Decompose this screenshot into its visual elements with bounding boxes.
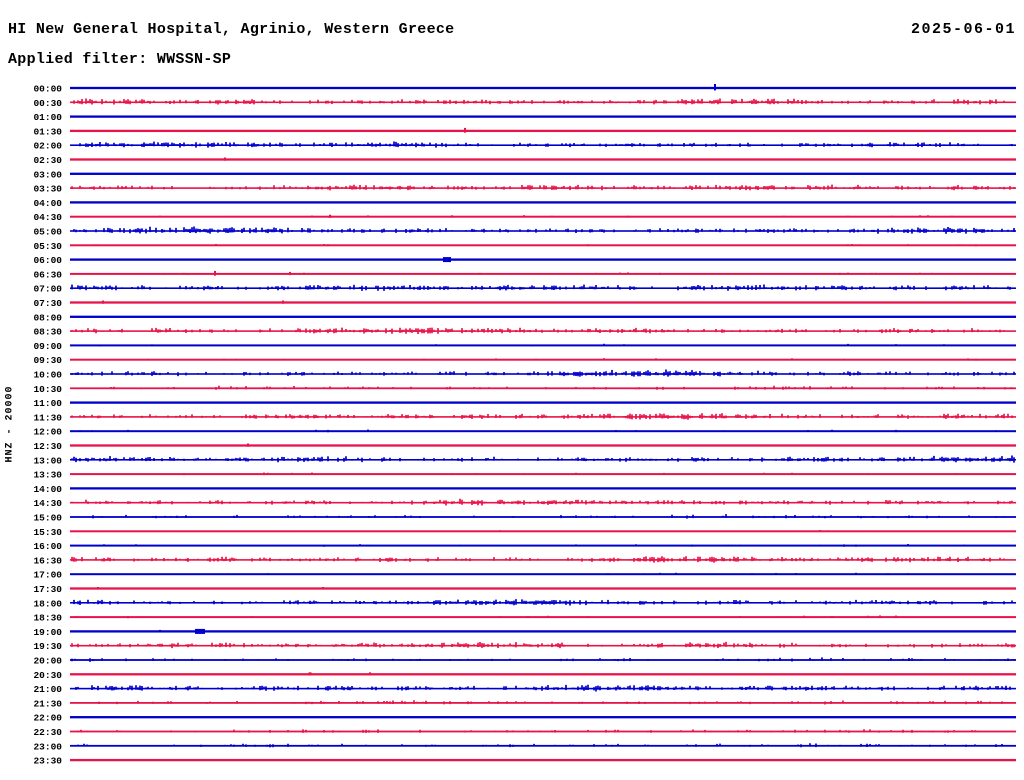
trace-row-1800 (33, 598, 1016, 609)
trace-row-0000 (33, 84, 1016, 95)
time-label: 23:30 (33, 755, 62, 767)
time-label: 22:30 (33, 727, 62, 738)
trace-row-0700 (33, 284, 1016, 295)
time-label: 02:00 (33, 140, 62, 152)
trace-row-2100 (33, 684, 1016, 695)
time-label: 18:30 (33, 612, 62, 624)
date-label: 2025-06-01 (910, 21, 1016, 38)
time-label: 12:00 (33, 426, 62, 438)
trace-baseline (70, 616, 1016, 618)
trace-row-1030 (33, 384, 1016, 395)
time-label: 05:30 (33, 240, 62, 252)
trace-baseline (70, 673, 1016, 675)
time-label: 07:00 (33, 283, 62, 295)
trace-row-2000 (33, 656, 1016, 667)
time-label: 11:30 (33, 412, 62, 424)
time-label: 03:30 (33, 183, 62, 195)
trace-baseline (70, 173, 1016, 175)
trace-baseline (70, 630, 1016, 632)
trace-row-0030 (33, 98, 1016, 109)
time-label: 19:00 (33, 626, 62, 638)
trace-baseline (70, 702, 1016, 704)
trace-row-1830 (33, 613, 1016, 624)
trace-baseline (70, 444, 1016, 446)
trace-noise (72, 370, 1014, 377)
trace-row-1900 (33, 627, 1016, 638)
trace-baseline (70, 244, 1016, 246)
time-label: 06:30 (33, 269, 62, 281)
trace-baseline (70, 316, 1016, 318)
trace-row-0230 (33, 155, 1016, 166)
trace-row-1600 (33, 541, 1016, 552)
trace-row-2230 (33, 727, 1016, 738)
trace-row-1500 (33, 513, 1016, 524)
time-label: 20:30 (33, 669, 62, 681)
trace-baseline (70, 102, 1016, 104)
time-label: 19:30 (33, 641, 62, 653)
time-label: 17:30 (33, 584, 62, 595)
trace-row-0500 (33, 227, 1016, 238)
trace-baseline (70, 459, 1016, 461)
trace-baseline (70, 216, 1016, 218)
time-label: 10:30 (33, 383, 62, 395)
trace-row-0530 (33, 241, 1016, 252)
time-label: 01:00 (33, 112, 62, 124)
time-label: 02:30 (33, 155, 62, 166)
trace-baseline (70, 359, 1016, 361)
trace-baseline (70, 587, 1016, 589)
time-label: 16:30 (33, 555, 62, 567)
trace-noise (74, 227, 1014, 234)
trace-baseline (70, 731, 1016, 733)
trace-row-2030 (33, 670, 1016, 681)
time-label: 06:00 (33, 255, 62, 267)
trace-row-2200 (33, 713, 1016, 724)
time-label: 22:00 (33, 712, 62, 724)
time-label: 14:30 (33, 498, 62, 510)
time-label: 00:00 (33, 83, 62, 95)
trace-row-0130 (33, 126, 1016, 137)
time-label: 16:00 (33, 541, 62, 553)
time-label: 17:00 (33, 569, 62, 581)
trace-baseline (70, 387, 1016, 389)
trace-row-0400 (33, 198, 1016, 209)
trace-baseline (70, 759, 1016, 761)
trace-baseline (70, 559, 1016, 561)
time-label: 20:00 (33, 655, 62, 667)
trace-row-0800 (33, 312, 1016, 323)
trace-row-1330 (33, 470, 1016, 481)
trace-baseline (70, 545, 1016, 547)
trace-row-0430 (33, 212, 1016, 223)
time-label: 00:30 (33, 97, 62, 109)
trace-row-0300 (33, 169, 1016, 180)
trace-row-1200 (33, 427, 1016, 438)
time-label: 03:00 (33, 169, 62, 181)
time-label: 13:00 (33, 455, 62, 467)
time-label: 07:30 (33, 298, 62, 309)
trace-baseline (70, 473, 1016, 475)
trace-row-1430 (33, 498, 1016, 509)
filter-label: Applied filter: WWSSN-SP (8, 51, 232, 68)
trace-baseline (70, 430, 1016, 432)
time-label: 05:00 (33, 226, 62, 238)
time-label: 23:00 (33, 741, 62, 753)
trace-row-0330 (33, 184, 1016, 195)
trace-row-0830 (33, 327, 1016, 338)
trace-row-1700 (33, 570, 1016, 581)
trace-row-0930 (33, 355, 1016, 366)
trace-row-0100 (33, 112, 1016, 123)
time-label: 09:30 (33, 355, 62, 367)
trace-row-1000 (33, 370, 1016, 381)
trace-row-0600 (33, 255, 1016, 266)
time-label: 10:00 (33, 369, 62, 381)
trace-baseline (70, 115, 1016, 117)
trace-baseline (70, 301, 1016, 303)
trace-baseline (70, 716, 1016, 718)
trace-row-1300 (33, 455, 1016, 466)
time-label: 18:00 (33, 598, 62, 610)
trace-baseline (70, 573, 1016, 575)
trace-row-1230 (33, 441, 1016, 452)
time-label: 15:00 (33, 512, 62, 524)
trace-row-0900 (33, 341, 1016, 352)
time-label: 21:30 (33, 698, 62, 710)
trace-spike (195, 629, 205, 634)
time-label: 08:30 (33, 326, 62, 338)
trace-baseline (70, 745, 1016, 747)
time-label: 04:30 (33, 212, 62, 224)
time-label: 01:30 (33, 126, 62, 138)
page-title: HI New General Hospital, Agrinio, Western Greece (8, 21, 455, 38)
trace-spike (443, 257, 451, 262)
trace-row-2330 (33, 756, 1016, 767)
time-label: 15:30 (33, 526, 62, 538)
trace-baseline (70, 688, 1016, 690)
trace-baseline (70, 201, 1016, 203)
trace-baseline (70, 87, 1016, 89)
trace-baseline (70, 130, 1016, 132)
trace-row-1400 (33, 484, 1016, 495)
trace-baseline (70, 273, 1016, 275)
trace-baseline (70, 373, 1016, 375)
trace-baseline (70, 344, 1016, 346)
trace-baseline (70, 516, 1016, 518)
time-label: 21:00 (33, 684, 62, 696)
trace-row-0630 (33, 269, 1016, 280)
trace-baseline (70, 530, 1016, 532)
trace-baseline (70, 258, 1016, 260)
trace-row-1100 (33, 398, 1016, 409)
trace-row-1130 (33, 412, 1016, 423)
trace-row-1530 (33, 527, 1016, 538)
time-label: 14:00 (33, 483, 62, 495)
trace-row-2130 (33, 698, 1016, 709)
time-label: 13:30 (33, 469, 62, 481)
time-label: 09:00 (33, 340, 62, 352)
time-label: 12:30 (33, 441, 62, 452)
trace-row-0200 (33, 141, 1016, 152)
time-label: 11:00 (33, 398, 62, 410)
trace-baseline (70, 487, 1016, 489)
trace-baseline (70, 659, 1016, 661)
trace-row-0730 (33, 298, 1016, 309)
time-label: 04:00 (33, 197, 62, 209)
time-label: 08:00 (33, 312, 62, 324)
trace-baseline (70, 158, 1016, 160)
channel-scale-label: HNZ - 20000 (4, 385, 16, 463)
trace-row-1730 (33, 584, 1016, 595)
trace-row-1630 (33, 555, 1016, 566)
trace-row-1930 (33, 641, 1016, 652)
trace-baseline (70, 401, 1016, 403)
trace-row-2300 (33, 741, 1016, 752)
